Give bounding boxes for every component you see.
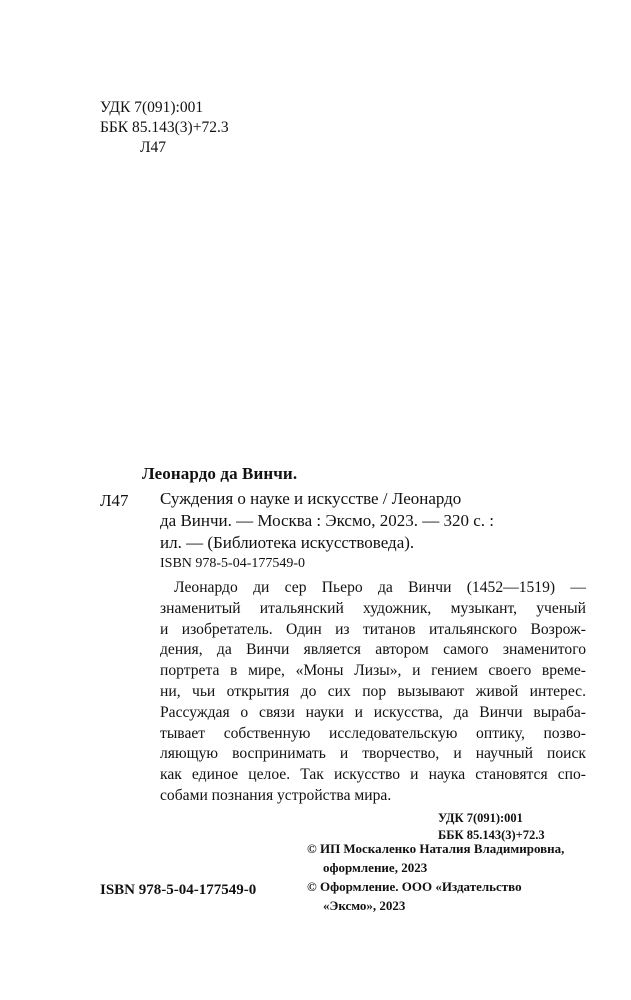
annotation-line: и изобретатель. Один из титанов итальянского Возрож- [160,620,586,638]
bibliographic-description [160,488,585,554]
isbn-bib: ISBN 978-5-04-177549-0 [160,556,306,571]
udk-code: УДК 7(091):001 [100,99,204,116]
annotation-line: дения, да Винчи является автором самого знаменитого [160,641,586,659]
annotation-line: тывает собственную исследовательскую оптику, позво- [160,724,586,742]
author-sign: Л47 [140,139,167,156]
annotation-line: ни, чьи открытия до сих пор вызывают живой интерес. [160,682,586,700]
annotation-line: собами познания устройства мира. [160,786,392,804]
copyright-line: © Оформление. ООО «Издательство [307,879,522,894]
annotation-line: портрета в мире, «Моны Лизы», и гением своего време- [160,662,586,680]
bbk-code: ББК 85.143(3)+72.3 [100,119,229,136]
bbk-code-bottom: ББК 85.143(3)+72.3 [438,828,545,842]
annotation-line: Рассуждая о связи науки и искусства, да Винчи выраба- [160,703,586,721]
annotation-line: как единое целое. Так искусство и наука становятся спо- [160,766,586,784]
copyright-line: оформление, 2023 [323,860,428,875]
annotation-line: ляющую воспринимать и творчество, и научный поиск [160,745,586,763]
classification-block-top [100,98,229,158]
copyright-block [307,839,587,915]
udk-code-bottom: УДК 7(091):001 [438,811,523,825]
copyright-line: «Эксмо», 2023 [323,898,406,913]
annotation [160,578,586,807]
annotation-line: Леонардо ди сер Пьеро да Винчи (1452—1519) — [174,579,586,596]
bib-line: да Винчи. — Москва : Эксмо, 2023. — 320 с. : [160,511,494,530]
author-sign-bib: Л47 [100,491,129,510]
author-heading: Леонардо да Винчи. [142,464,298,483]
annotation-line: знаменитый итальянский художник, музыкант, ученый [160,599,586,617]
bib-line: ил. — (Библиотека искусствоведа). [160,533,415,552]
isbn-footer: ISBN 978-5-04-177549-0 [100,882,257,898]
copyright-line: © ИП Москаленко Наталия Владимировна, [307,841,565,856]
bib-line: Суждения о науке и искусстве / Леонардо [160,489,462,508]
